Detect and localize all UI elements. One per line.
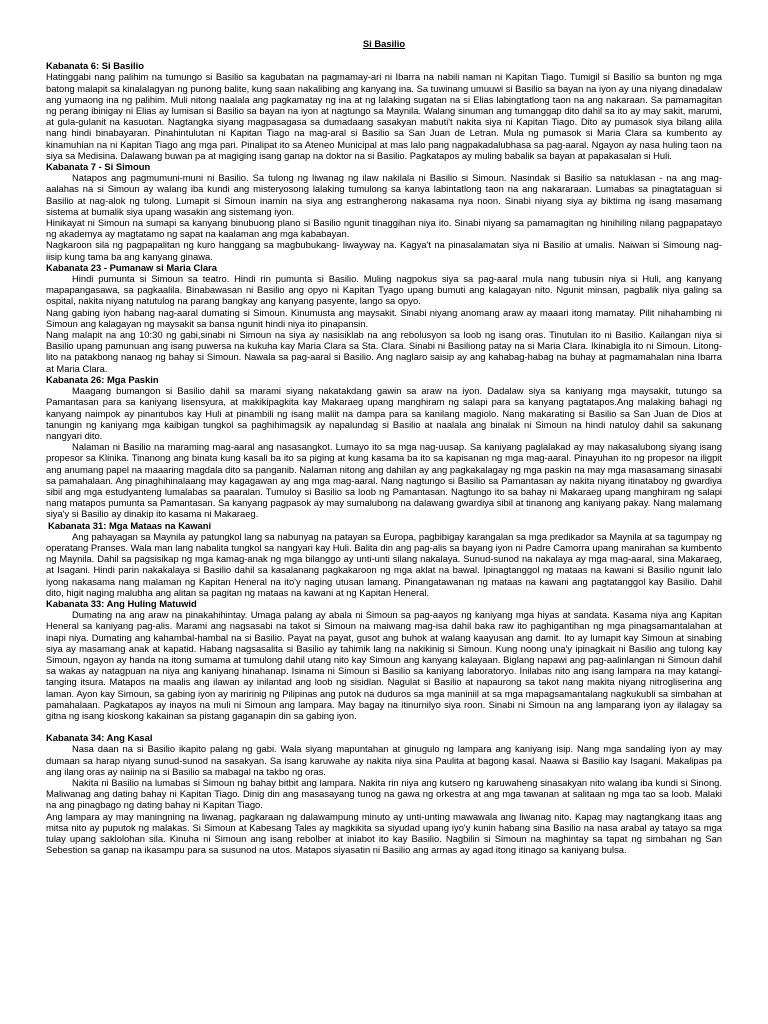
section-heading: Kabanata 33: Ang Huling Matuwid [46,597,197,609]
section-paragraph: Ang lampara ay may maningning na liwanag, pagkaraan ng dalawampung minuto ay unti-unting mawawala ang liwanag nito. Kapag may nagtangkang itaas ang mitsa nito ay puputok ng malakas. Si Simoun at Kabesang Tales ay magkikita sa siyudad upang iyo'y kunin habang sina Basilio na nasa arabal ay tatayo sa mga tulay upang saklolohan sila. Kinuha ni Simoun ang isang rebolber at iniabot ito kay Basilio. Nagbilin si Simoun na maghintay sa tapat ng simbahan ng San Sebestion sa ganap na ikasampu para sa susunod na utos. Matapos siyasatin ni Basilio ang armas ay agad itong itinago sa kaniyang bulsa. [46,810,722,856]
section-paragraph: Nang malapit na ang 10:30 ng gabi,sinabi ni Simoun na siya ay nasisiklab na ang rebolusyon sa loob ng isang oras. Tinutulan ito ni Basilio. Kailangan niya si Basilio upang pamunuan ang isang puwersa na kukuha kay Maria Clara sa Sta. Clara. Sinabi ni Basiliong patay na si Maria Clara. Ikinabigla ito ni Simoun. Litong-lito na patakbong nanaog ng bahay si Simoun. Nawala sa pag-aaral si Basilio. Ang naglaro saisip ay ang kahabag-habag na buhay at pagmamahalan nina Ibarra at Maria Clara. [46,329,722,374]
section-paragraph: Hatinggabi nang palihim na tumungo si Basilio sa kagubatan na pagmamay-ari ni Ibarra na nabili naman ni Kapitan Tiago. Tumigil si Basilio sa bunton ng mga batong malapit sa kinalalagyan ng punong balite, kung saan nakalibing ang kanyang ina. Sa tuwinang umuuwi si Basilio sa bayan na iyon ay una niyang dinadalaw ang yumaong ina ng palihim. Muli nitong naalala ang pagkamatay ng ina at ng lalaking sugatan na si Elias labingtatlong taon na ang nakaraan. Sa pamamagitan ng perang ibinigay ni Elias ay lumisan si Basilio sa bayan na iyon at nagtungo sa Maynila. Walang sinuman ang tumanggap dito dahil sa ito ay may sakit, marumi, at gula-gulanit na kasuotan. Nagtangka siyang magpasagasa sa dumadaang sasakyan mabuti't nakita siya ni Kapitan Tiago. Dito ay pumasok siya bilang alila nang hindi binabayaran. Pinahintulutan ni Kapitan Tiago na mag-aral si Basilio sa San Juan de Letran. Mula ng pumasok si Maria Clara sa kumbento ay kinamuhian na ni Kapitan Tiago ang mga pari. Pinalipat ito sa Ateneo Municipal at mas lalo pang nagpakadalubhasa sa pag-aaral. Ngayon ay nasa huling taon na siya sa Medisina. Dalawang buwan pa at magiging isang ganap na doktor na si Basilio. Pagkatapos ay muling babalik sa bayan at papakasalan si Huli. [46,71,722,161]
section-kabanata-31 [46,520,722,598]
section-paragraph: Nalaman ni Basilio na maraming mag-aaral ang nasasangkot. Lumayo ito sa mga nag-uusap. Sa kaniyang paglalakad ay may nakasalubong siyang isang propesor sa Klinika. Tinanong ang binata kung kasali ba ito sa piging at kung kasama ba ito sa kapisanan ng mga mag-aaral. Pinayuhan ito ng propesor na iligpit ang anumang papel na maaaring magdala dito sa panganib. Nalaman nitong ang dahilan ay ang pagkakalagay ng mga paskin na may mga masasamang sinasabi sa pamahalaan. Ang pinaghihinalaang may kagagawan ay ang mga mag-aaral. Nang nagtungo si Basilio sa Pamantasan ay nakita niyang itinataboy ng gwardiya sibil ang mga estudyanteng lumalabas sa paaralan. Tumuloy si Basilio sa loob ng Pamantasan. Nagtungo ito sa bahay ni Makaraeg upang manghiram ng salapi nang matapos pumunta sa Pamantasan. Sa kanyang pagpasok ay may sumalubong na dalawang gwardiya sibil at tinanong ang kaniyang pakay. Nang malamang siya'y si Basilio ay dinakip ito kasama ni Makaraeg. [46,441,722,520]
section-kabanata-6 [46,60,722,161]
section-kabanata-33 [46,598,722,721]
document-title: Si Basilio [362,38,406,49]
section-paragraph: Nang gabing iyon habang nag-aaral dumating si Simoun. Kinumusta ang maysakit. Sinabi niyang anomang araw ay maaari itong mamatay. Pilit nihahambing ni Simoun ang kalagayan ng maysakit sa bansa ngunit hindi niya ito pinapansin. [46,306,722,329]
section-kabanata-7 [46,161,722,262]
section-spacer [46,721,722,732]
section-heading: Kabanata 7 - Si Simoun [46,161,151,173]
section-kabanata-26 [46,374,722,520]
section-paragraph: Hindi pumunta si Simoun sa teatro. Hindi rin pumunta si Basilio. Muling nagpokus siya sa pag-aaral mula nang tubusin niya si Huli, ang kanyang mapapangasawa, sa pagkaalila. Binabawasan ni Basilio ang opyo ni Kapitan Tyago upang bumuti ang kalagayan nito. Ngunit minsan, pagbalik niya galing sa ospital, nakita niyang natutulog na parang bangkay ang kanyang pasyente, lango sa opyo. [46,273,722,307]
section-kabanata-23 [46,262,722,374]
section-paragraph: Dumating na ang araw na pinakahihintay. Umaga palang ay abala ni Simoun sa pag-aayos ng kaniyang mga hiyas at sandata. Kasama niya ang Kapitan Heneral sa kaniyang pag-alis. Marami ang nagsasabi na takot si Simoun na maiwang mag-isa dahil baka raw ito paghigantihan ng mga pinagsamantalahan at inapi niya. Dumating ang kahambal-hambal na si Basilio. Payat na payat, gusot ang buhok at walang kaayusan ang damit. Ito ay lumapit kay Simoun at sinabing siya ay masamang anak at kapatid. Habang nagsasalita si Basilio ay tahimik lang na nakikinig si Simoun. Kung noong una'y ipinagkait ni Basilio ang tulong kay Simoun, ngayon ay handa na itong sumama at tumulong dahil utang nito kay Simoun ang kanyang kalayaan. Biglang napawi ang pag-aalinlangan ni Simoun dahil sa wakas ay natagpuan na niya ang kaniyang hinahanap. Isinama ni Simoun si Basilio sa kaniyang laboratoryo. Inilabas nito ang isang lampara na may katangi-tanging itsura. Matapos na maalis ang ilawan ay inilantad ang loob ng sisidlan. Nagulat si Basilio at napaurong sa takot nang makita niyang nitrogliserina ang laman. Ayon kay Simoun, sa gabing iyon ay maririnig ng Pilipinas ang putok na duduros sa mga maniniil at sa mga mapagsamantalang nagkukubli sa simbahan at pamahalaan. Pagkatapos ay inayos na muli ni Simoun ang lampara. May bagay na itinurnilyo siya roon. Sinabi ni Simoun na ang lamparang iyon ay ilalagay sa gitna ng isang kioskong kakainan sa pistang gaganapin din sa gabing iyon. [46,609,722,721]
section-heading: Kabanata 6: Si Basilio [46,60,144,72]
section-heading: Kabanata 31: Mga Mataas na Kawani [48,519,212,531]
section-paragraph: Ang pahayagan sa Maynila ay patungkol lang sa nabunyag na patayan sa Europa, pagbibigay karangalan sa mga predikador sa Maynila at sa tagumpay ng operatang Pranses. Wala man lang nabalita tungkol sa nangyari kay Huli. Balita din ang pag-alis sa bayang iyon ni Padre Camorra upang manirahan sa kumbento ng Maynila. Dahil sa pagsisikap ng mga kamag-anak ng mga bilanggo ay unti-unti silang nakalaya. Sunud-sunod na nakalaya ay mga mag-aaral, sina Makaraeg, at Isagani. Hindi parin nakakalaya si Basilio dahil sa kasalanang pagkakaroon ng mga aklat na bawal. Ipinagtanggol ng mataas na kawani si Basilio ngunit lalo iyong nakasama nang malaman ng Kapitan Heneral na ito'y naging utusan lamang. Pinangatawanan ng mataas na kawani ang pagtatanggol kay Basilio. Dahil dito, higit naging malubha ang alitan sa pagitan ng mataas na kawani at ng Kapitan Heneral. [46,530,722,598]
section-paragraph: Nagkaroon sila ng pagpapalitan ng kuro hanggang sa magbubukang- liwayway na. Kagya't na pinasalamatan siya ni Basilio at umalis. Naiwan si Simoung nag-iisip kung tama ba ang kanyang ginawa. [46,239,722,262]
section-paragraph: Nasa daan na si Basilio ikapito palang ng gabi. Wala siyang mapuntahan at ginugulo ng lampara ang kaniyang isip. Nang mga sandaling iyon ay may dumaan sa harap niyang sunud-sunod na sasakyan. Sa isang karuwahe ay nakita niya sina Paulita at bagong kasal. Naawa si Basilio kay Isagani. Makalipas pa ang ilang oras ay naiinip na si Basilio sa mabagal na takbo ng oras. [46,743,722,777]
section-paragraph: Natapos ang pagmumuni-muni ni Basilio. Sa tulong ng liwanag ng ilaw nakilala ni Basilio si Simoun. Nasindak si Basilio sa natuklasan - na ang mag- aalahas na si Simoun ay walang iba kundi ang misteryosong lalaking tumulong sa kanya labintatlong taon na ang nakararaan. Lumabas sa pinagtataguan si Basilio at nag-alok ng tulong. Lumapit si Simoun inamin na siya ang estrangherong nakasama nya noon. Sinabi niyang siya ay biktima ng isang masamang sistema at bumalik siya upang wasakin ang sistemang iyon. [46,172,722,217]
section-heading: Kabanata 23 - Pumanaw si Maria Clara [46,261,217,273]
section-heading: Kabanata 34: Ang Kasal [46,732,153,744]
section-paragraph: Hinikayat ni Simoun na sumapi sa kanyang binubuong plano si Basilio ngunit tinaggihan niya ito. Sinabi niyang sa pamamagitan ng hinihiling nilang pagpapatayo ng akademya ay magtatamo ng sapat na kaalaman ang mga kababayan. [46,217,722,240]
section-heading: Kabanata 26: Mga Paskin [46,373,159,385]
section-paragraph: Maagang bumangon si Basilio dahil sa marami siyang nakatakdang gawin sa araw na iyon. Dadalaw siya sa kaniyang mga maysakit, tutungo sa Pamantasan para sa kaniyang lisensyura, at makikipagkita kay Makaraeg upang manghiram ng salapi para sa kanyang pagtatapos.Ang malaking bahagi ng kanyang naimpok ay pinantubos kay Huli at pinambili ng isang maliit na dampa para sa kanilang magiolo. Nang makarating si Basilio sa San Juan de Dios at tanungin ng kaniyang mga kaibigan tungkol sa paghihimagsik ay napalundag si Basilio at naalala ang binalak ni Simoun na hindi natuloy dahil sa sakunang nangyari dito. [46,385,722,441]
section-kabanata-34 [46,732,722,855]
section-paragraph: Nakita ni Basilio na lumabas si Simoun ng bahay bitbit ang lampara. Nakita rin niya ang kutsero ng karuwaheng sinasakyan nito walang iba kundi si Sinong. Maliwanag ang dating bahay ni Kapitan Tiago. Dinig din ang masasayang tunog na gawa ng orkestra at ang mga tawanan at salitaan ng mga tao sa loob. Malaki na ang pinagbago ng dating bahay ni Kapitan Tiago. [46,777,722,811]
